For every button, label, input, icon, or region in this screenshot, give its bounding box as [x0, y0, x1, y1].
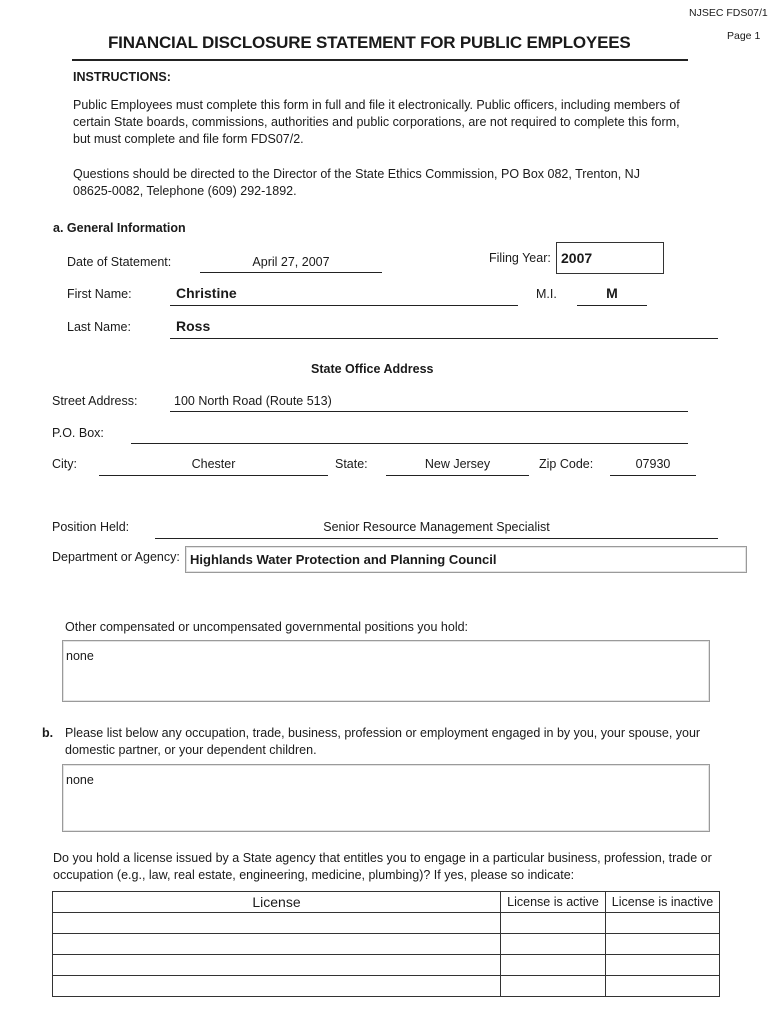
- address-heading: State Office Address: [311, 362, 434, 376]
- license-inactive-cell[interactable]: [606, 913, 720, 934]
- table-row: [53, 913, 720, 934]
- license-table: [52, 891, 720, 997]
- position-label: Position Held:: [52, 520, 130, 534]
- street-underline: [170, 411, 688, 412]
- street-label: Street Address:: [52, 394, 138, 408]
- zip-value[interactable]: 07930: [635, 457, 671, 471]
- city-underline: [99, 475, 328, 476]
- section-b-question: Please list below any occupation, trade, business, profession or employment engaged in by you, your spouse, your domestic partner, or your dependent children.: [65, 726, 701, 757]
- state-label: State:: [335, 457, 368, 471]
- license-inactive-header: License is inactive: [606, 892, 720, 913]
- po-box-label: P.O. Box:: [52, 426, 104, 440]
- page-number: Page 1: [727, 30, 761, 42]
- license-inactive-cell[interactable]: [606, 976, 720, 997]
- license-active-cell[interactable]: [501, 955, 606, 976]
- occupation-field[interactable]: [62, 764, 710, 832]
- position-underline: [155, 538, 718, 539]
- state-value[interactable]: New Jersey: [424, 457, 491, 471]
- form-code: NJSEC FDS07/1: [689, 7, 768, 19]
- other-positions-field[interactable]: [62, 640, 710, 702]
- last-name-underline: [170, 338, 718, 339]
- general-info-heading: a. General Information: [53, 221, 186, 235]
- license-cell[interactable]: [53, 976, 501, 997]
- license-cell[interactable]: [53, 934, 501, 955]
- po-box-underline: [131, 443, 688, 444]
- license-active-cell[interactable]: [501, 913, 606, 934]
- instructions-heading: INSTRUCTIONS:: [73, 70, 171, 84]
- first-name-label: First Name:: [67, 287, 132, 301]
- state-underline: [386, 475, 529, 476]
- date-underline: [200, 272, 382, 273]
- title-underline: [72, 59, 688, 61]
- table-row: [53, 955, 720, 976]
- department-value: Highlands Water Protection and Planning Council: [190, 552, 497, 567]
- last-name-label: Last Name:: [67, 320, 131, 334]
- department-label: Department or Agency:: [52, 550, 180, 564]
- section-b-marker: b.: [42, 726, 54, 740]
- other-positions-label: Other compensated or uncompensated governmental positions you hold:: [65, 620, 469, 634]
- date-value[interactable]: April 27, 2007: [252, 255, 330, 269]
- license-cell[interactable]: [53, 913, 501, 934]
- license-cell[interactable]: [53, 955, 501, 976]
- license-question: Do you hold a license issued by a State agency that entitles you to engage in a particular business, profession, trade or occupation (e.g., law, real estate, engineering, medicine, plumbing)? If yes, please so indicate:: [53, 851, 712, 882]
- city-label: City:: [52, 457, 77, 471]
- instructions-paragraph-2: Questions should be directed to the Director of the State Ethics Commission, PO Box 082, Trenton, NJ 08625-0082, Telephone (609) 292-1892.: [73, 167, 640, 198]
- table-row: [53, 934, 720, 955]
- zip-label: Zip Code:: [539, 457, 594, 471]
- last-name-value[interactable]: Ross: [176, 318, 211, 334]
- license-inactive-cell[interactable]: [606, 955, 720, 976]
- license-table-header: [53, 892, 720, 913]
- mi-label: M.I.: [536, 287, 557, 301]
- first-name-underline: [170, 305, 518, 306]
- first-name-value[interactable]: Christine: [176, 285, 237, 301]
- mi-value[interactable]: M: [606, 285, 618, 301]
- license-inactive-cell[interactable]: [606, 934, 720, 955]
- zip-underline: [610, 475, 696, 476]
- other-positions-value: none: [66, 649, 94, 663]
- position-value[interactable]: Senior Resource Management Specialist: [323, 520, 550, 534]
- mi-underline: [577, 305, 647, 306]
- license-active-cell[interactable]: [501, 934, 606, 955]
- table-row: [53, 976, 720, 997]
- page-title: FINANCIAL DISCLOSURE STATEMENT FOR PUBLIC EMPLOYEES: [108, 33, 631, 52]
- license-active-cell[interactable]: [501, 976, 606, 997]
- license-active-header: License is active: [501, 892, 606, 913]
- instructions-paragraph-1: Public Employees must complete this form in full and file it electronically. Public officers, including members of certain State boards, commissions, authorities and public corporations, are not required to complete this form, but must complete and file form FDS07/2.: [73, 98, 680, 146]
- date-label: Date of Statement:: [67, 255, 172, 269]
- occupation-value: none: [66, 773, 94, 787]
- license-header: License: [53, 892, 501, 913]
- filing-year-value: 2007: [561, 250, 593, 266]
- street-value[interactable]: 100 North Road (Route 513): [174, 394, 332, 408]
- department-field[interactable]: [185, 546, 747, 573]
- filing-year-label: Filing Year:: [489, 251, 551, 265]
- filing-year-field[interactable]: [556, 242, 664, 274]
- city-value[interactable]: Chester: [191, 457, 236, 471]
